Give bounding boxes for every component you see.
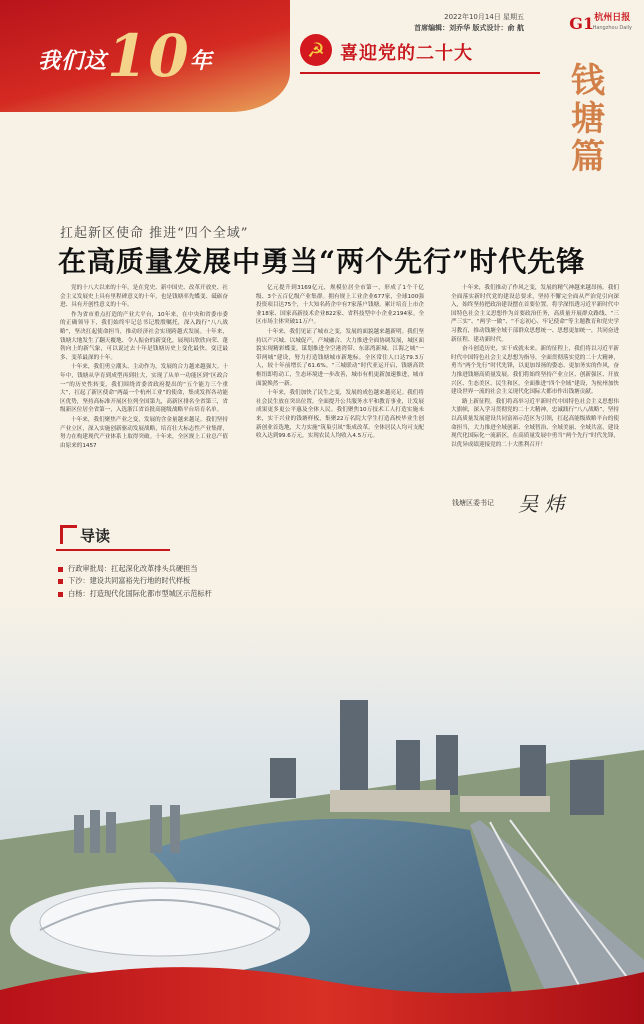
- bullet-square-icon: [58, 579, 63, 584]
- paragraph: 十年来，我们加快了民生之变，发展的成色越来越亮足。我们将社会民生放在突出位置，全面提升公共服务水平和教育事业，让发展成果更多更公平惠及全体人民。我们聚焦10万技术工人打造实施未来，实干兴业的钱塘样板，集聚22万名院大学生打造高校毕业生创新创业首选地，大力实施“筑巢引凤”集成改革。全体居民人均可支配收入达到99.6万元，实现农民人均收入4.5万元。: [256, 390, 425, 440]
- banner-part2: 年: [189, 48, 213, 74]
- editors-line: 首席编辑：刘乔华 版式设计：俞 航: [414, 24, 524, 32]
- paragraph: 十年来，我们推动了作风之变，发展的精气神越来越昂扬。我们全面落实新时代党的建设总要求，坚持不懈完全面从严治党引向深入，始终坚持把政治建设摆在首要位置。将学深悟透习近平新时代中国特色社会主义思想作为首要政治任务，高质量开展群众路线、“三严三实”、“两学一做”、“不忘初心、牢记使命”等主题教育和党史学习教育，推动钱塘全域干部群众思想统一、思想更加统一，共同奋进新征程、建功新时代。: [451, 285, 619, 343]
- paragraph: 十年来，我们勇立潮头、主动作为，发展的合力越来越强大。十年中，钱塘从孕育到成型再到壮大，实现了从单一功能区到“区政合一”的历史性转变，我们围绕省委省政府提出的“五个能力三个重大”，扛起了新区使命“两最一个杭州工业”的使命，集成发挥各功能区优势，坚持高标准开展区位列全国第九，高新区排名全省第三，省级新区位居全省第一，入选浙江省首批高能级战略平台培育名单。: [60, 364, 228, 414]
- paragraph: 作为省市重点打造的产业大平台，10年来，在中央和省委市委的正确领导下，我们始终牢记总书记殷殷嘱托，深入践行“八八战略”，坚决扛起使命担当，推动经济社会实现跨越式发展。十年来，钱塘大地发生了翻天覆地、令人振奋的新变化，展现出欣欣向荣、蓬勃向上的新气象，可以说过去十年是钱塘历史上变化最快、变迁最多、变革最深的十年。: [60, 311, 228, 361]
- bullet-square-icon: [58, 592, 63, 597]
- paper-masthead: [593, 13, 632, 33]
- guide-item[interactable]: 行政审批局：扛起深化改革排头兵硬担当: [56, 563, 276, 575]
- guide-title: [56, 523, 170, 551]
- paragraph: 十年来，我们见证了城市之变，发展的面貌越来越新明。我们坚持以产兴城、以城促产，产城融合、大力推进全面协调发展，城区面貌实现精彩蝶变。谋划推进全空港湾带、东部湾新城、江海之城“一带两城”建设，努力打造钱塘城市新地标。全区常住人口达79.3万人，较十年前增长了61.6%。“三城联动”时代亚运开启，钱塘高铁枢纽即将动工，生态环境进一步改善，城市有机更新加速推进，城市面貌焕然一新。: [256, 328, 424, 387]
- bracket-icon: [60, 525, 77, 544]
- guide-item[interactable]: 下沙：建设共同富裕先行地的时代样板: [56, 575, 276, 587]
- banner-big-number: 10: [107, 22, 190, 90]
- banner-slogan: [38, 22, 213, 90]
- paper-subtitle: Hangzhou Daily: [592, 25, 632, 31]
- theme-divider: [300, 72, 540, 74]
- issue-date: 2022年10月14日 星期五: [444, 13, 524, 21]
- paragraph: 亿元提升到3169亿元，规模位居全市第一，形成了1个千亿级、3个五百亿级产业集群。拥有规上工业企业677家，全球100强投资项目达75个，十大知名药企中有7家落户钱塘。累计培育上市企业18家、国家高新技术企业822家、省科技型中小企业2194家。全区市场主体突破11万户。: [256, 285, 424, 326]
- header-meta: [414, 12, 524, 34]
- paragraph: 党的十八大以来的十年，是在党史、新中国史、改革开放史、社会主义发展史上具有里程碑意义的十年，也是钱塘率先蝶变、砥砺奋进、具有开创性意义的十年。: [60, 285, 228, 309]
- paper-name: 杭州日报: [594, 13, 631, 23]
- district-side-label: 钱塘篇: [571, 61, 605, 177]
- bullet-square-icon: [58, 567, 63, 572]
- party-emblem-icon: ☭: [300, 34, 332, 66]
- article-column-2: [256, 284, 424, 442]
- section-number: G1: [569, 14, 594, 33]
- handwritten-signature: 吴 炜: [518, 492, 565, 516]
- article-headline: 在高质量发展中勇当“两个先行”时代先锋: [58, 245, 586, 278]
- paragraph: 路上新征程，我们将高举习近平新时代中国特色社会主义思想伟大旗帜，深入学习贯彻党的二十大精神，忠诚践行“八八战略”，坚持以高质量发展建设共同富裕示范区为引领，扛起高能级战略平台的使命担当，大力推进全域创新、全域智治、全域美丽、全域共富，建设现代化国际化一流新区，在高质量发展中勇当“两个先行”时代先锋，以优异成绩迎接党的二十大胜利召开！: [451, 398, 620, 448]
- paragraph: 奋斗创造历史，实干成就未来。新的征程上，我们将以习近平新时代中国特色社会主义思想为指导，全面贯彻落实党的二十大精神，勇当“两个先行”时代先锋，以更加昂扬的姿态、更加务实的作风，奋力推进钱塘高质量发展。我们将始终坚持产业立区、创新强区、开放兴区、生态美区、民生和区，全面推进“四个全域”建设，为杭州加快建设世界一流的社会主义现代化国际大都市作出钱塘贡献。: [451, 346, 620, 396]
- party-theme-row: [300, 34, 542, 68]
- article-column-1: [60, 284, 228, 451]
- author-title: 钱塘区委书记: [452, 499, 494, 507]
- anniversary-banner: [0, 0, 290, 112]
- banner-part1: 我们这: [38, 48, 108, 74]
- skyline-illustration: [0, 600, 644, 1024]
- paragraph: 十年来，我们聚焦产业之变，发展的含金量越来越足。我们坚持产业立区，深入实施创新驱动发展战略，培育壮大标志性产业集群，努力在构建现代产业体系上取得突破。十年来，全区规上工业总产值由原来的1457: [60, 416, 228, 449]
- guide-item[interactable]: 白杨：打造现代化国际化都市型城区示范标杆: [56, 588, 276, 600]
- article-kicker: 扛起新区使命 推进“四个全域”: [60, 226, 249, 241]
- article-column-3: [451, 284, 619, 450]
- party-theme-title: 喜迎党的二十大: [340, 43, 473, 64]
- city-skyline-photo: [0, 600, 644, 1024]
- guide-title-text: 导读: [80, 527, 111, 545]
- author-signature: [452, 488, 622, 518]
